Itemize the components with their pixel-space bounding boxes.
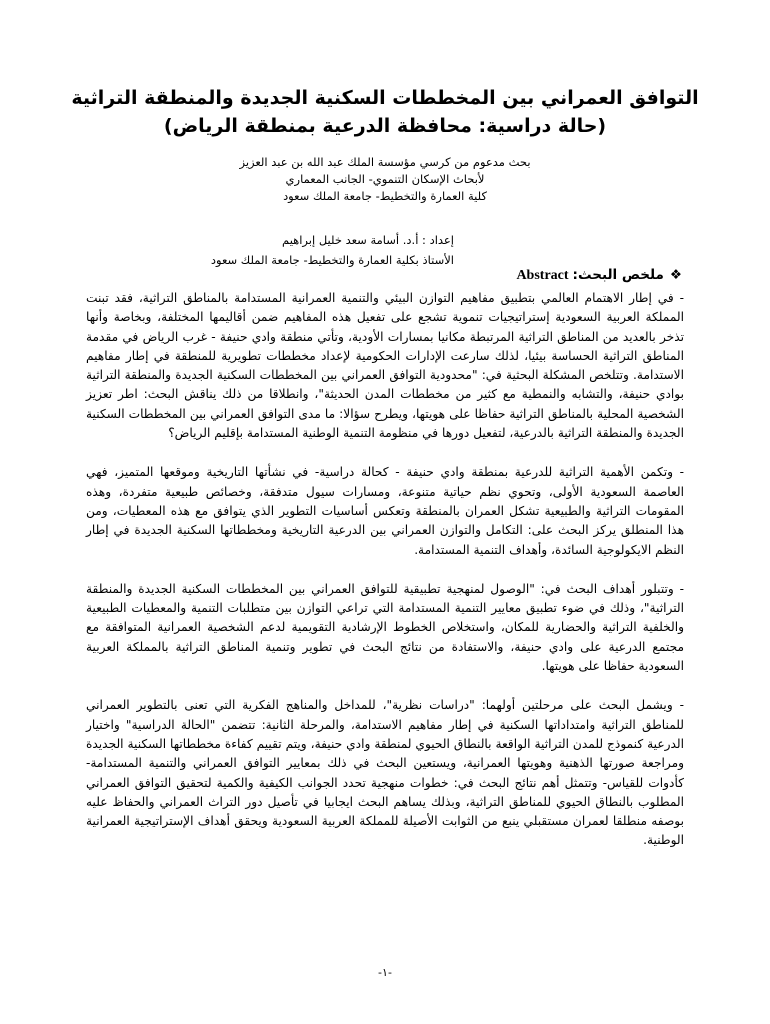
author-block — [211, 230, 454, 270]
abstract-body — [86, 289, 684, 871]
abstract-paragraph-1: - في إطار الاهتمام العالمي بتطبيق مفاهيم التوازن البيئي والتنمية العمرانية المستدامة بالمناطق التراثية، فقد تبنت المملكة العربية السعودية إستراتيجيات تنموية تشجع على تفعيل هذه المفاهيم ضمن أقاليمها المختلفة، وبخاصة وأنها تذخر بالعديد من المناطق التراثية المرتبطة مكانيا بمسارات الأودية، وتأتي منطقة وادي حنيفة - غرب الرياض في مقدمة المناطق التراثية الحساسة بيئيا، لذلك سارعت الإدارات الحكومية لإعداد مخططات تطويرية للمنطقة في إطار مفاهيم الاستدامة. وتتلخص المشكلة البحثية في: "محدودية التوافق العمراني بين المخططات السكنية الجديدة والمنطقة التراثية بوادي حنيفة، والتشابه والنمطية مع كثير من مخططات المدن الحديثة"، وانطلاقا من ذلك يناقش البحث: اطر تعزيز الشخصية المحلية بالمناطق التراثية حفاظا على هويتها، ويطرح سؤالا: ما مدى التوافق العمراني بين المخططات السكنية الجديدة والمنطقة التراثية بالدرعية، لتفعيل دورها في منظومة التنمية الوطنية المستدامة بإقليم الرياض؟ — [86, 291, 684, 441]
abstract-heading-arabic: ملخص البحث: — [572, 267, 664, 283]
research-credits — [0, 154, 770, 205]
credit-line-1: بحث مدعوم من كرسي مؤسسة الملك عبد الله بن عبد العزيز — [239, 155, 531, 169]
diamond-bullet-icon: ❖ — [669, 267, 682, 283]
abstract-paragraph-3: - وتتبلور أهداف البحث في: "الوصول لمنهجية تطبيقية للتوافق العمراني بين المخططات السكنية الجديدة والمنطقة التراثية"، وذلك في ضوء تطبيق معايير التنمية المستدامة التي تراعي التوازن بين متطلبات التنمية والمعطيات الطبيعية والخلفية التراثية والحضارية للمكان، واستخلاص الخطوط الإرشادية التقويمية لدعم الشخصية العمرانية المتوافقة مع مجتمع الدرعية على وادي حنيفة، والاستفادة من نتائج البحث في تطوير وتنمية المناطق التراثية بالمملكة العربية السعودية حفاظا على هويتها. — [86, 581, 684, 674]
abstract-heading — [516, 267, 682, 284]
title-line-2: (حالة دراسية: محافظة الدرعية بمنطقة الرياض) — [163, 115, 607, 137]
credit-line-2: لأبحاث الإسكان التنموي- الجانب المعماري — [285, 172, 485, 186]
page-number: -١- — [378, 966, 392, 979]
abstract-heading-english: Abstract — [516, 268, 569, 283]
author-name: إعداد : أ.د. أسامة سعد خليل إبراهيم — [282, 233, 454, 247]
abstract-paragraph-2: - وتكمن الأهمية التراثية للدرعية بمنطقة وادي حنيفة - كحالة دراسية- في نشأتها التاريخية وموقعها المتميز، فهي العاصمة السعودية الأولى، وتحوي نظم حياتية متنوعة، ومسارات سيول متدفقة، وخصائص طبيعية متفردة، وهذه المقومات التراثية والطبيعية تشكل العمران بالمنطقة وتعكس أساسيات التطوير الذي يتوافق مع هذه المعطيات، ومن هذا المنطلق يركز البحث على: التكامل والتوازن العمراني بين الدرعية التاريخية ومخططاتها السكنية الجديدة في إطار النظم الايكولوجية السائدة، وأهداف التنمية المستدامة. — [86, 465, 684, 557]
paper-title — [0, 84, 770, 140]
title-line-1: التوافق العمراني بين المخططات السكنية الجديدة والمنطقة التراثية — [71, 87, 699, 109]
credit-line-3: كلية العمارة والتخطيط- جامعة الملك سعود — [283, 189, 487, 203]
author-affiliation: الأستاذ بكلية العمارة والتخطيط- جامعة الملك سعود — [210, 253, 454, 267]
abstract-paragraph-4: - ويشمل البحث على مرحلتين أولهما: "دراسات نظرية"، للمداخل والمناهج الفكرية التي تعنى بالتطوير العمراني للمناطق التراثية وامتداداتها السكنية في إطار مفاهيم الاستدامة، والمرحلة الثانية: تتضمن "الحالة الدراسية" واختيار الدرعية كنموذج للمدن التراثية الواقعة بالنطاق الحيوي لمنطقة وادي حنيفة، ويتم تقييم كفاءة مخططاتها السكنية الجديدة ومراجعة صورتها الذهنية وهويتها العمرانية، ويستعين البحث في ذلك بمعايير التوافق العمراني والتنمية المستدامة- كأدوات للقياس- وتتمثل أهم نتائج البحث في: خطوات منهجية تحدد الجوانب الكيفية والكمية لتحقيق التوافق العمراني المطلوب بالنطاق الحيوي للمناطق التراثية، وبذلك يساهم البحث ايجابيا في تأصيل دور التراث العمراني والحفاظ عليه بوصفه منطلقا لعمران مستقبلي ينبع من الثوابت الأصيلة للمملكة العربية السعودية ويحقق أهداف الإستراتيجية العمرانية الوطنية. — [86, 698, 684, 848]
